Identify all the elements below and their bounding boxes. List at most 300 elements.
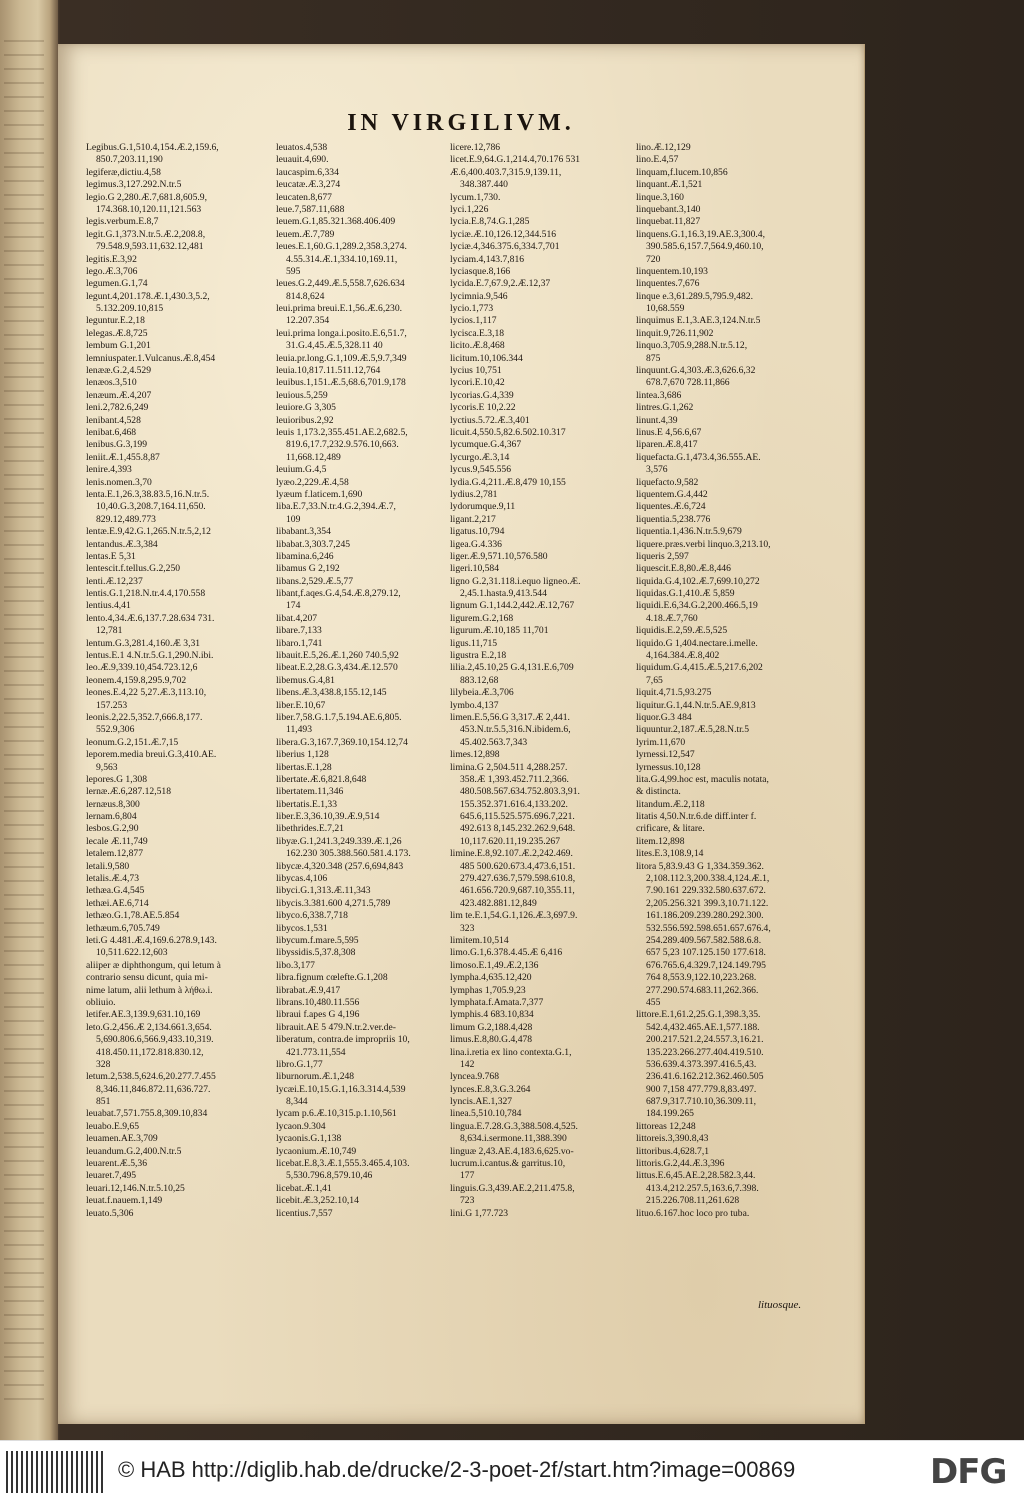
index-entry: lydia.G.4,211.Æ.8,479 10,155 [450, 476, 566, 488]
index-entry: 2,45.1.hasta.9,413.544 [460, 588, 547, 600]
index-entry: libabant.3,354 [276, 526, 331, 538]
index-entry: 492.613 8,145.232.262.9,648. [460, 823, 576, 835]
index-entry: lycia.E.8,74.G.1,285 [450, 216, 530, 228]
index-entry: libycas.4,106 [276, 873, 328, 885]
index-entry: lycæi.E.10,15.G.1,16.3.314.4,539 [276, 1083, 406, 1095]
index-entry: lycimnia.9,546 [450, 290, 508, 302]
index-entry: libro.G.1,77 [276, 1058, 323, 1070]
index-entry: letali.9,580 [86, 860, 130, 872]
index-entry: limum G.2,188.4,428 [450, 1021, 533, 1033]
index-entry: 135.223.266.277.404.419.510. [646, 1046, 764, 1058]
index-entry: leuabo.E.9,65 [86, 1120, 140, 1132]
index-entry: linquimus E.1,3.AE.3,124.N.tr.5 [636, 315, 761, 327]
index-entry: 155.352.371.616.4,133.202. [460, 798, 568, 810]
index-entry: contrario sensu dicunt, quia mi- [86, 972, 208, 984]
index-entry: 829.12,489.773 [96, 513, 156, 525]
index-entry: lenibus.G.3,199 [86, 439, 148, 451]
index-entry: librans.10,480.11.556 [276, 996, 360, 1008]
index-entry: lego.Æ.3,706 [86, 265, 138, 277]
index-entry: limine.E.8,92.107.Æ.2,242.469. [450, 848, 573, 860]
index-entry: lyci.1,226 [450, 203, 489, 215]
index-entry: lucrum.i.cantus.& garritus.10, [450, 1158, 566, 1170]
index-entry: limina.G 2,504.511 4,288.257. [450, 761, 568, 773]
index-entry: lethæa.G.4,545 [86, 885, 145, 897]
index-entry: 764 8,553.9,122.10,223.268. [646, 972, 757, 984]
index-entry: 279.427.636.7,579.598.610.8, [460, 873, 576, 885]
index-entry: lenti.Æ.12,237 [86, 575, 143, 587]
index-entry: 4.18.Æ.7,760 [646, 612, 698, 624]
index-entry: licet.E.9,64.G.1,214.4,70.176 531 [450, 154, 581, 166]
index-entry: liba.E.7,33.N.tr.4.G.2,394.Æ.7, [276, 501, 396, 513]
index-entry: 45.402.563.7,343 [460, 736, 528, 748]
index-entry: leuaret.7,495 [86, 1170, 137, 1182]
index-entry: libera.G.3,167.7,369.10,154.12,74 [276, 736, 408, 748]
index-entry: liger.Æ.9,571.10,576.580 [450, 550, 548, 562]
index-entry: 819.6,17.7,232.9.576.10,663. [286, 439, 399, 451]
index-entry: liburnorum.Æ.1,248 [276, 1071, 355, 1083]
index-entry: leuiore.G 3,305 [276, 402, 336, 414]
index-entry: 390.585.6,157.7,564.9,460.10, [646, 241, 764, 253]
index-entry: 720 [646, 253, 661, 265]
index-entry: licebit.Æ.3,252.10,14 [276, 1195, 359, 1207]
index-entry: leuatos.4,538 [276, 142, 328, 153]
index-entry: leues.G.2,449.Æ.5,558.7,626.634 [276, 278, 405, 290]
index-entry: leuat.f.nauem.1,149 [86, 1195, 163, 1207]
index-entry: legumen.G.1,74 [86, 278, 148, 290]
index-entry: leto.G.2,456.Æ 2,134.661.3,654. [86, 1021, 212, 1033]
index-entry: leuamen.AE.3,709 [86, 1133, 158, 1145]
index-entry: lyrim.11,670 [636, 736, 686, 748]
index-entry: liquitur.G.1,44.N.tr.5.AE.9,813 [636, 699, 756, 711]
index-entry: leuabat.7,571.755.8,309.10,834 [86, 1108, 208, 1120]
index-entry: lycida.E.7,67.9,2.Æ.12,37 [450, 278, 551, 290]
index-entry: liquentem.G.4,442 [636, 488, 708, 500]
index-entry: littoribus.4,628.7,1 [636, 1145, 710, 1157]
index-entry: licebat.Æ.1,41 [276, 1182, 332, 1194]
index-entry: lethæo.G.1,78.AE.5.854 [86, 910, 180, 922]
index-entry: 4,164.384.Æ.8,402 [646, 650, 720, 662]
index-entry: libraui f.apes G 4,196 [276, 1009, 360, 1021]
index-entry: lino.E.4,57 [636, 154, 679, 166]
index-entry: limo.G.1,6.378.4.45.Æ 6,416 [450, 947, 563, 959]
index-entry: libauit.E.5,26.Æ.1,260 740.5,92 [276, 650, 399, 662]
index-entry: leonum.G.2,151.Æ.7,15 [86, 736, 179, 748]
index-entry: lyciasque.8,166 [450, 265, 511, 277]
index-entry: libertate.Æ.6,821.8,648 [276, 773, 367, 785]
index-entry: lernam.6,804 [86, 811, 137, 823]
dfg-logo: DFG [930, 1452, 1007, 1492]
index-entry: leni.2,782.6,249 [86, 402, 149, 414]
index-entry: littus.E.6,45.AE.2,28.582.3,44. [636, 1170, 756, 1182]
index-entry: liquor.G.3 484 [636, 711, 692, 723]
index-entry: 184.199.265 [646, 1108, 694, 1120]
index-entry: liquuntur.2,187.Æ.5,28.N.tr.5 [636, 724, 749, 736]
index-entry: liber.E.10,67 [276, 699, 326, 711]
index-entry: 461.656.720.9,687.10,355.11, [460, 885, 575, 897]
index-entry: licuit.4,550.5,82.6.502.10.317 [450, 426, 566, 438]
index-column-3 [450, 142, 636, 1220]
index-entry: 7,65 [646, 674, 663, 686]
index-entry: ligus.11,715 [450, 637, 498, 649]
index-entry: 2,108.112.3,200.338.4,124.Æ.1, [646, 873, 770, 885]
index-entry: legitis.E.3,92 [86, 253, 137, 265]
index-entry: leuium.G.4,5 [276, 464, 327, 476]
index-entry: libertatis.E.1,33 [276, 798, 338, 810]
index-entry: 157.253 [96, 699, 128, 711]
index-entry: libycæ.4,320.348 (257.6,694,843 [276, 860, 404, 872]
footer-credit[interactable]: © HAB http://diglib.hab.de/drucke/2-3-poet-2f/start.htm?image=00869 [118, 1457, 796, 1482]
index-entry: 421.773.11,554 [286, 1046, 346, 1058]
index-entry: libyci.G.1,313.Æ.11,343 [276, 885, 371, 897]
index-entry: ligeri.10,584 [450, 563, 500, 575]
index-entry: 161.186.209.239.280.292.300. [646, 910, 764, 922]
index-entry: limus.E.8,80.G.4,478 [450, 1034, 533, 1046]
index-entry: lenis.nomen.3,70 [86, 476, 152, 488]
index-entry: lynces.E.8,3.G.3.264 [450, 1083, 531, 1095]
index-entry: lyncis.AE.1,327 [450, 1096, 513, 1108]
index-entry: 657 5,23 107.125.150 177.618. [646, 947, 766, 959]
index-entry: 8,634.i.sermone.11,388.390 [460, 1133, 567, 1145]
index-entry: laucaspim.6,334 [276, 166, 339, 178]
index-entry: lymphis.4 683.10,834 [450, 1009, 534, 1021]
index-entry: linquant.Æ.1,521 [636, 179, 703, 191]
index-entry: 676.765.6,4.329.7,124.149.795 [646, 959, 766, 971]
index-entry: liber.E.3,36.10,39.Æ.9,514 [276, 811, 380, 823]
index-entry: legio.G 2,280.Æ.7,681.8,605.9, [86, 191, 207, 203]
index-entry: legiferæ,dictiu.4,58 [86, 166, 161, 178]
index-entry: libamina.6,246 [276, 550, 334, 562]
index-entry: leuarent.Æ.5,36 [86, 1158, 148, 1170]
index-entry: lyciæ.4,346.375.6,334.7,701 [450, 241, 560, 253]
index-entry: leonis.2,22.5,352.7,666.8,177. [86, 711, 203, 723]
index-entry: leues.E.1,60.G.1,289.2,358.3,274. [276, 241, 407, 253]
index-entry: 5,690.806.6,566.9,433.10,319. [96, 1034, 214, 1046]
index-entry: crificare, & litare. [636, 823, 705, 835]
index-entry: lina.i.retia ex lino contexta.G.1, [450, 1046, 572, 1058]
index-entry: leucatæ.Æ.3,274 [276, 179, 341, 191]
index-entry: lyrnessus.10,128 [636, 761, 701, 773]
index-entry: lenibat.6,468 [86, 426, 137, 438]
index-entry: libemus.G.4,81 [276, 674, 335, 686]
index-entry: Legibus.G.1,510.4,154.Æ.2,159.6, [86, 142, 219, 153]
index-entry: linque e.3,61.289.5,795.9,482. [636, 290, 753, 302]
index-entry: lenire.4,393 [86, 464, 132, 476]
index-entry: liberatum, contra.de impropriis 10, [276, 1034, 410, 1046]
index-entry: lenææ.G.2,4.529 [86, 365, 152, 377]
index-entry: ligno G.2,31.118.i.equo ligneo.Æ. [450, 575, 581, 587]
index-entry: linguis.G.3,439.AE.2,211.475.8, [450, 1182, 575, 1194]
index-entry: 31.G.4,45.Æ.5,328.11 40 [286, 340, 383, 352]
index-entry: lita.G.4,99.hoc est, maculis notata, [636, 773, 769, 785]
index-entry: 11,493 [286, 724, 313, 736]
index-entry: licito.Æ.8,468 [450, 340, 505, 352]
index-entry: letifer.AE.3,139.9,631.10,169 [86, 1009, 201, 1021]
index-entry: linquo.3,705.9,288.N.tr.5.12, [636, 340, 748, 352]
index-entry: lentæ.E.9,42.G.1,265.N.tr.5,2,12 [86, 526, 211, 538]
index-entry: liquescit.E.8,80.Æ.8,446 [636, 563, 731, 575]
index-entry: lycios.1,117 [450, 315, 497, 327]
index-entry: Æ.6,400.403.7,315.9,139.11, [450, 166, 562, 178]
index-entry: lympha.4,635.12,420 [450, 972, 532, 984]
index-entry: letalis.Æ.4,73 [86, 873, 140, 885]
index-entry: littoreas 12,248 [636, 1120, 696, 1132]
index-entry: limoso.E.1,49.Æ.2,136 [450, 959, 539, 971]
index-entry: 12.207.354 [286, 315, 330, 327]
index-entry: lethæi.AE.6,714 [86, 897, 149, 909]
index-entry: lycaonis.G.1,138 [276, 1133, 342, 1145]
index-entry: 875 [646, 352, 661, 364]
index-entry: linguæ 2,43.AE.4,183.6,625.vo- [450, 1145, 574, 1157]
index-entry: libethrides.E.7,21 [276, 823, 344, 835]
index-entry: limen.E.5,56.G 3,317.Æ 2,441. [450, 711, 570, 723]
index-entry: 851 [96, 1096, 111, 1108]
book-page [58, 44, 865, 1424]
index-column-1 [86, 142, 272, 1220]
index-entry: liquefacto.9,582 [636, 476, 699, 488]
page-header: IN VIRGILIVM. [347, 110, 575, 136]
index-entry: letum.2,538.5,624.6,20.277.7.455 [86, 1071, 216, 1083]
index-entry: litora 5,83.9.43 G 1,334.359.362. [636, 860, 764, 872]
index-entry: legit.G.1,373.N.tr.5.Æ.2,208.8, [86, 228, 206, 240]
index-entry: lycisca.E.3,18 [450, 327, 505, 339]
index-entry: libens.Æ.3,438.8,155.12,145 [276, 687, 387, 699]
index-entry: libamus G 2,192 [276, 563, 340, 575]
index-entry: linquentem.10,193 [636, 265, 708, 277]
index-entry: libycis.3.381.600 4,271.5,789 [276, 897, 391, 909]
index-entry: lino.Æ.12,129 [636, 142, 691, 153]
index-entry: linquebat.11,827 [636, 216, 701, 228]
index-entry: lymbo.4,137 [450, 699, 499, 711]
index-entry: linquam,f.lucem.10,856 [636, 166, 728, 178]
index-entry: 10,511.622.12,603 [96, 947, 168, 959]
index-entry: 4.55.314.Æ.1,334.10,169.11, [286, 253, 398, 265]
index-entry: 532.556.592.598.651.657.676.4, [646, 922, 771, 934]
index-entry: ligustra E.2,18 [450, 650, 507, 662]
index-entry: lintres.G.1,262 [636, 402, 694, 414]
index-entry: 453.N.tr.5.5,316.N.ibidem.6, [460, 724, 571, 736]
index-entry: & distincta. [636, 786, 681, 798]
index-entry: leuato.5,306 [86, 1207, 134, 1219]
index-entry: lyncea.9.768 [450, 1071, 500, 1083]
index-entry: lentus.E.1 4.N.tr.5.G.1,290.N.ibi. [86, 650, 214, 662]
index-entry: lecale Æ.11,749 [86, 835, 148, 847]
index-entry: liquidis.E.2,59.Æ.5,525 [636, 625, 728, 637]
index-entry: licebat.E.8,3.Æ.1,555.3.465.4,103. [276, 1158, 410, 1170]
index-entry: lycus.9,545.556 [450, 464, 512, 476]
index-entry: leue.7,587.11,688 [276, 203, 345, 215]
index-entry: lento.4,34.Æ.6,137.7.28.634 731. [86, 612, 215, 624]
index-entry: lentas.E 5,31 [86, 550, 136, 562]
index-entry: liquit.4,71.5,93.275 [636, 687, 712, 699]
index-entry: limitem.10,514 [450, 935, 509, 946]
index-entry: leguntur.E.2,18 [86, 315, 145, 327]
index-entry: 323 [460, 922, 475, 934]
index-entry: leuious.5,259 [276, 389, 328, 401]
index-entry: 485 500.620.673.4,473.6,151. [460, 860, 576, 872]
index-entry: liquidi.E.6,34.G.2,200.466.5,19 [636, 600, 758, 612]
index-entry: libans.2,529.Æ.5,77 [276, 575, 354, 587]
index-entry: lelegas.Æ.8,725 [86, 327, 148, 339]
index-entry: 328 [96, 1058, 111, 1070]
index-entry: 5.132.209.10,815 [96, 303, 164, 315]
index-entry: 678.7,670 728.11,866 [646, 377, 730, 389]
index-entry: litandum.Æ.2,118 [636, 798, 705, 810]
index-entry: linquentes.7,676 [636, 278, 700, 290]
index-entry: 418.450.11,172.818.830.12, [96, 1046, 204, 1058]
index-entry: 9,563 [96, 761, 118, 773]
index-entry: libaro.1,741 [276, 637, 323, 649]
index-entry: lini.G 1,77.723 [450, 1207, 509, 1219]
index-entry: ligea.G.4.336 [450, 538, 502, 550]
index-entry: 5,530.796.8,579.10,46 [286, 1170, 373, 1182]
index-entry: leuauit.4,690. [276, 154, 329, 166]
index-entry: libabat.3,303.7,245 [276, 538, 351, 550]
index-entry: 687.9,317.710.10,36.309.11, [646, 1096, 756, 1108]
index-entry: liquido.G 1,404.nectare.i.melle. [636, 637, 758, 649]
index-entry: 413.4,212.257.5,163.6,7.398. [646, 1182, 759, 1194]
index-entry: libyssidis.5,37.8,308 [276, 947, 356, 959]
index-entry: 814.8,624 [286, 290, 325, 302]
index-entry: libat.4,207 [276, 612, 318, 624]
index-entry: leo.Æ.9,339.10,454.723.12,6 [86, 662, 198, 674]
index-entry: 162.230 305.388.560.581.4.173. [286, 848, 411, 860]
index-entry: 2,205.256.321 399.3,10.71.122. [646, 897, 769, 909]
index-entry: lyæo.2,229.Æ.4,58 [276, 476, 349, 488]
index-entry: lycoris.E 10,2.22 [450, 402, 516, 414]
index-entry: 11,668.12,489 [286, 451, 341, 463]
index-entry: lycorias.G.4,339 [450, 389, 514, 401]
index-entry: liparen.Æ.8,417 [636, 439, 698, 451]
index-entry: lycam p.6.Æ.10,315.p.1.10,561 [276, 1108, 397, 1120]
index-entry: lymphas 1,705.9,23 [450, 984, 526, 996]
index-entry: 358.Æ 1,393.452.711.2,366. [460, 773, 569, 785]
index-entry: lepores.G 1,308 [86, 773, 148, 785]
index-entry: litatis 4,50.N.tr.6.de diff.inter f. [636, 811, 757, 823]
index-entry: lenibant.4,528 [86, 414, 141, 426]
index-entry: libertas.E.1,28 [276, 761, 332, 773]
index-entry: lydorumque.9,11 [450, 501, 516, 513]
index-entry: liquere.præs.verbi linquo.3,213.10, [636, 538, 771, 550]
index-entry: leuem.G.1,85.321.368.406.409 [276, 216, 396, 228]
index-entry: 236.41.6.162.212.362.460.505 [646, 1071, 764, 1083]
index-entry: 900 7,158 477.779.8,83.497. [646, 1083, 757, 1095]
index-entry: 200.217.521.2,24.557.3,16.21. [646, 1034, 764, 1046]
index-entry: lim te.E.1,54.G.1,126.Æ.3,697.9. [450, 910, 578, 922]
index-entry: libare.7,133 [276, 625, 322, 637]
index-entry: lignum G.1,144.2,442.Æ.12,767 [450, 600, 575, 612]
index-entry: linquit.9,726.11,902 [636, 327, 714, 339]
index-entry: leniit.Æ.1,455.8,87 [86, 451, 160, 463]
index-entry: libo.3,177 [276, 959, 315, 971]
index-entry: libant,f.aqes.G.4,54.Æ.8,279.12, [276, 588, 401, 600]
index-entry: linquebant.3,140 [636, 203, 701, 215]
index-entry: legunt.4,201.178.Æ.1,430.3,5.2, [86, 290, 210, 302]
index-entry: 8,346.11,846.872.11,636.727. [96, 1083, 211, 1095]
index-entry: lentandus.Æ.3,384 [86, 538, 158, 550]
index-entry: libertatem.11,346 [276, 786, 344, 798]
index-entry: libra.fignum cœlefte.G.1,208 [276, 972, 388, 984]
index-entry: libycum.f.mare.5,595 [276, 935, 359, 946]
index-entry: lycaonium.Æ.10,749 [276, 1145, 357, 1157]
index-entry: 595 [286, 265, 301, 277]
index-entry: linea.5,510.10,784 [450, 1108, 522, 1120]
index-entry: liquefacta.G.1,473.4,36.555.AE. [636, 451, 761, 463]
index-entry: liqueris 2,597 [636, 550, 689, 562]
index-entry: 12,781 [96, 625, 123, 637]
index-entry: linunt.4,39 [636, 414, 678, 426]
index-entry: licitum.10,106.344 [450, 352, 523, 364]
index-entry: ligurum.Æ.10,185 11,701 [450, 625, 549, 637]
index-entry: 645.6,115.525.575.696.7,221. [460, 811, 575, 823]
index-column-2 [276, 142, 462, 1220]
index-entry: 552.9,306 [96, 724, 135, 736]
index-entry: obliuio. [86, 996, 116, 1008]
index-entry: lycori.E.10,42 [450, 377, 505, 389]
index-entry: lintea.3,686 [636, 389, 682, 401]
index-entry: libeat.E.2,28.G.3,434.Æ.12.570 [276, 662, 398, 674]
index-entry: lyciam.4,143.7,816 [450, 253, 525, 265]
index-entry: 109 [286, 513, 301, 525]
facing-page-edge [0, 0, 58, 1440]
index-entry: licere.12,786 [450, 142, 501, 153]
index-entry: leones.E.4,22 5,27.Æ.3,113.10, [86, 687, 207, 699]
index-entry: liber.7,58.G.1.7,5.194.AE.6,805. [276, 711, 402, 723]
index-entry: lyctius.5.72.Æ.3,401 [450, 414, 530, 426]
index-entry: lingua.E.7.28.G.3,388.508.4,525. [450, 1120, 578, 1132]
index-entry: lemniuspater.1.Vulcanus.Æ.8,454 [86, 352, 216, 364]
index-entry: 174 [286, 600, 301, 612]
index-entry: lernæ.Æ.6,287.12,518 [86, 786, 172, 798]
index-entry: ligatus.10,794 [450, 526, 505, 538]
index-entry: letalem.12,877 [86, 848, 144, 860]
index-entry: 79.548.9,593.11,632.12,481 [96, 241, 204, 253]
index-entry: 850.7,203.11,190 [96, 154, 163, 166]
index-entry: 480.508.567.634.752.803.3,91. [460, 786, 580, 798]
index-entry: aliiper æ diphthongum, qui letum à [86, 959, 221, 971]
facing-page-text [4, 40, 44, 1400]
index-entry: leucaten.8,677 [276, 191, 332, 203]
index-entry: lentius.4,41 [86, 600, 131, 612]
index-entry: lentescit.f.tellus.G.2,250 [86, 563, 181, 575]
index-entry: liquida.G.4,102.Æ.7,699.10,272 [636, 575, 760, 587]
viewer-footer [0, 1440, 1024, 1503]
index-entry: lenæum.Æ.4,207 [86, 389, 152, 401]
index-entry: 215.226.708.11,261.628 [646, 1195, 740, 1207]
index-entry: leuia.pr.long.G.1,109.Æ.5,9.7,349 [276, 352, 407, 364]
index-entry: linquunt.G.4,303.Æ.3,626.6,32 [636, 365, 756, 377]
index-entry: lycum.1,730. [450, 191, 501, 203]
index-entry: libyæ.G.1,241.3,249.339.Æ.1,26 [276, 835, 402, 847]
index-entry: 254.289.409.567.582.588.6.8. [646, 935, 762, 946]
index-entry: lycumque.G.4,367 [450, 439, 522, 451]
index-entry: leuibus.1,151.Æ.5,68.6,701.9,178 [276, 377, 406, 389]
index-entry: linque.3,160 [636, 191, 684, 203]
index-entry: 8,344 [286, 1096, 308, 1108]
index-entry: liquidas.G.1,410.Æ 5,859 [636, 588, 735, 600]
index-entry: lenæos.3,510 [86, 377, 137, 389]
index-entry: lymphata.f.Amata.7,377 [450, 996, 544, 1008]
index-entry: lycio.1,773 [450, 303, 494, 315]
index-entry: lituo.6.167.hoc loco pro tuba. [636, 1207, 750, 1219]
index-entry: littoris.G.2,44.Æ.3,396 [636, 1158, 725, 1170]
index-entry: lilybeia.Æ.3,706 [450, 687, 514, 699]
index-entry: liquentia.1,436.N.tr.5.9,679 [636, 526, 742, 538]
index-entry: limes.12,898 [450, 749, 500, 761]
catchword: lituosque. [758, 1299, 802, 1311]
index-entry: 142 [460, 1058, 475, 1070]
index-entry: 883.12,68 [460, 674, 499, 686]
index-entry: lilia.2,45.10,25 G.4,131.E.6,709 [450, 662, 574, 674]
